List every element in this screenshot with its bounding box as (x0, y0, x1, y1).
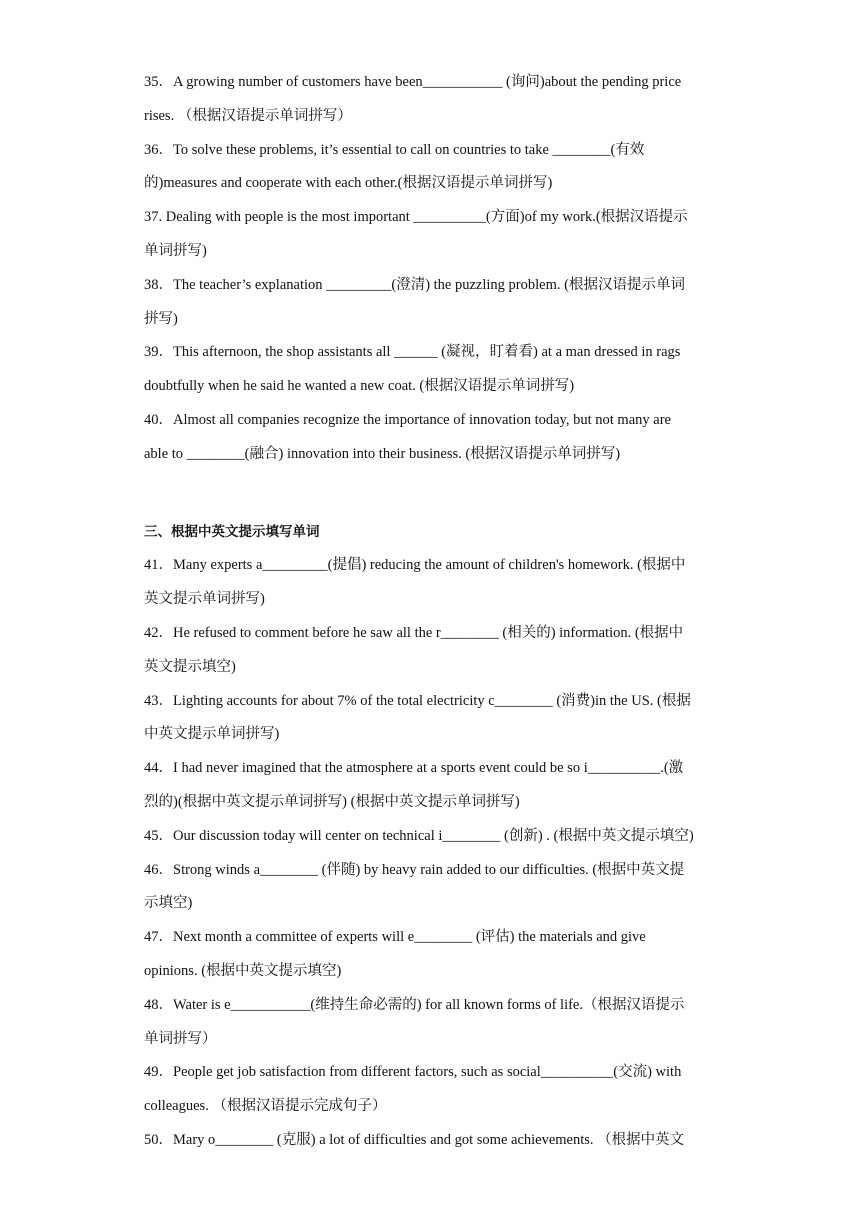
question-line: 烈的)(根据中英文提示单词拼写) (根据中英文提示单词拼写) (144, 793, 520, 810)
question-39 (144, 336, 718, 404)
section-title: 三、根据中英文提示填写单词 (144, 523, 320, 540)
question-line: 单词拼写) (144, 242, 207, 259)
question-line: opinions. (根据中英文提示填空) (144, 962, 342, 979)
question-line: 39．This afternoon, the shop assistants all ______ (凝视，盯着看) at a man dressed in rags (144, 344, 681, 361)
question-35 (144, 66, 718, 134)
question-line: 中英文提示单词拼写) (144, 726, 280, 743)
question-line: 43．Lighting accounts for about 7% of the total electricity c________ (消费)in the US. (根据 (144, 692, 691, 709)
document-page (144, 66, 718, 1158)
question-line: 单词拼写） (144, 1030, 217, 1047)
question-48 (144, 989, 718, 1057)
question-line: 40．Almost all companies recognize the importance of innovation today, but not many are (144, 411, 671, 428)
section-spacer (144, 472, 718, 516)
question-line: 46．Strong winds a________ (伴随) by heavy rain added to our difficulties. (根据中英文提 (144, 861, 685, 878)
question-line: 拼写) (144, 310, 178, 327)
question-41 (144, 549, 718, 617)
question-line: 的)measures and cooperate with each other.(根据汉语提示单词拼写) (144, 175, 553, 192)
question-line: 47．Next month a committee of experts will e________ (评估) the materials and give (144, 929, 646, 946)
question-42 (144, 617, 718, 685)
question-49 (144, 1056, 718, 1124)
question-line: 36．To solve these problems, it’s essential to call on countries to take ________(有效 (144, 141, 645, 158)
question-47 (144, 921, 718, 989)
question-36 (144, 134, 718, 202)
question-50 (144, 1124, 718, 1158)
question-line: 50．Mary o________ (克服) a lot of difficulties and got some achievements. （根据中英文 (144, 1131, 685, 1148)
question-46 (144, 854, 718, 922)
question-line: 48．Water is e___________(维持生命必需的) for all known forms of life.（根据汉语提示 (144, 996, 685, 1013)
question-44 (144, 752, 718, 820)
question-line: 45．Our discussion today will center on technical i________ (创新) . (根据中英文提示填空) (144, 827, 694, 844)
question-line: 37. Dealing with people is the most important __________(方面)of my work.(根据汉语提示 (144, 209, 688, 226)
question-line: 41．Many experts a_________(提倡) reducing the amount of children's homework. (根据中 (144, 557, 686, 574)
question-line: colleagues. （根据汉语提示完成句子） (144, 1098, 387, 1115)
question-line: able to ________(融合) innovation into their business. (根据汉语提示单词拼写) (144, 445, 621, 462)
question-line: 38．The teacher’s explanation _________(澄清) the puzzling problem. (根据汉语提示单词 (144, 276, 685, 293)
question-37 (144, 201, 718, 269)
question-38 (144, 269, 718, 337)
question-line: 44．I had never imagined that the atmosphere at a sports event could be so i__________.(激 (144, 760, 684, 777)
question-line: 42．He refused to comment before he saw all the r________ (相关的) information. (根据中 (144, 624, 684, 641)
question-40 (144, 404, 718, 472)
question-line: rises. （根据汉语提示单词拼写） (144, 107, 352, 124)
question-line: doubtfully when he said he wanted a new coat. (根据汉语提示单词拼写) (144, 378, 575, 395)
question-43 (144, 685, 718, 753)
question-line: 35．A growing number of customers have been___________ (询问)about the pending price (144, 74, 682, 90)
question-line: 49．People get job satisfaction from different factors, such as social__________(交流) with (144, 1064, 682, 1081)
question-45 (144, 820, 718, 854)
question-line: 示填空) (144, 895, 193, 912)
question-line: 英文提示单词拼写) (144, 591, 265, 608)
question-line: 英文提示填空) (144, 658, 236, 675)
